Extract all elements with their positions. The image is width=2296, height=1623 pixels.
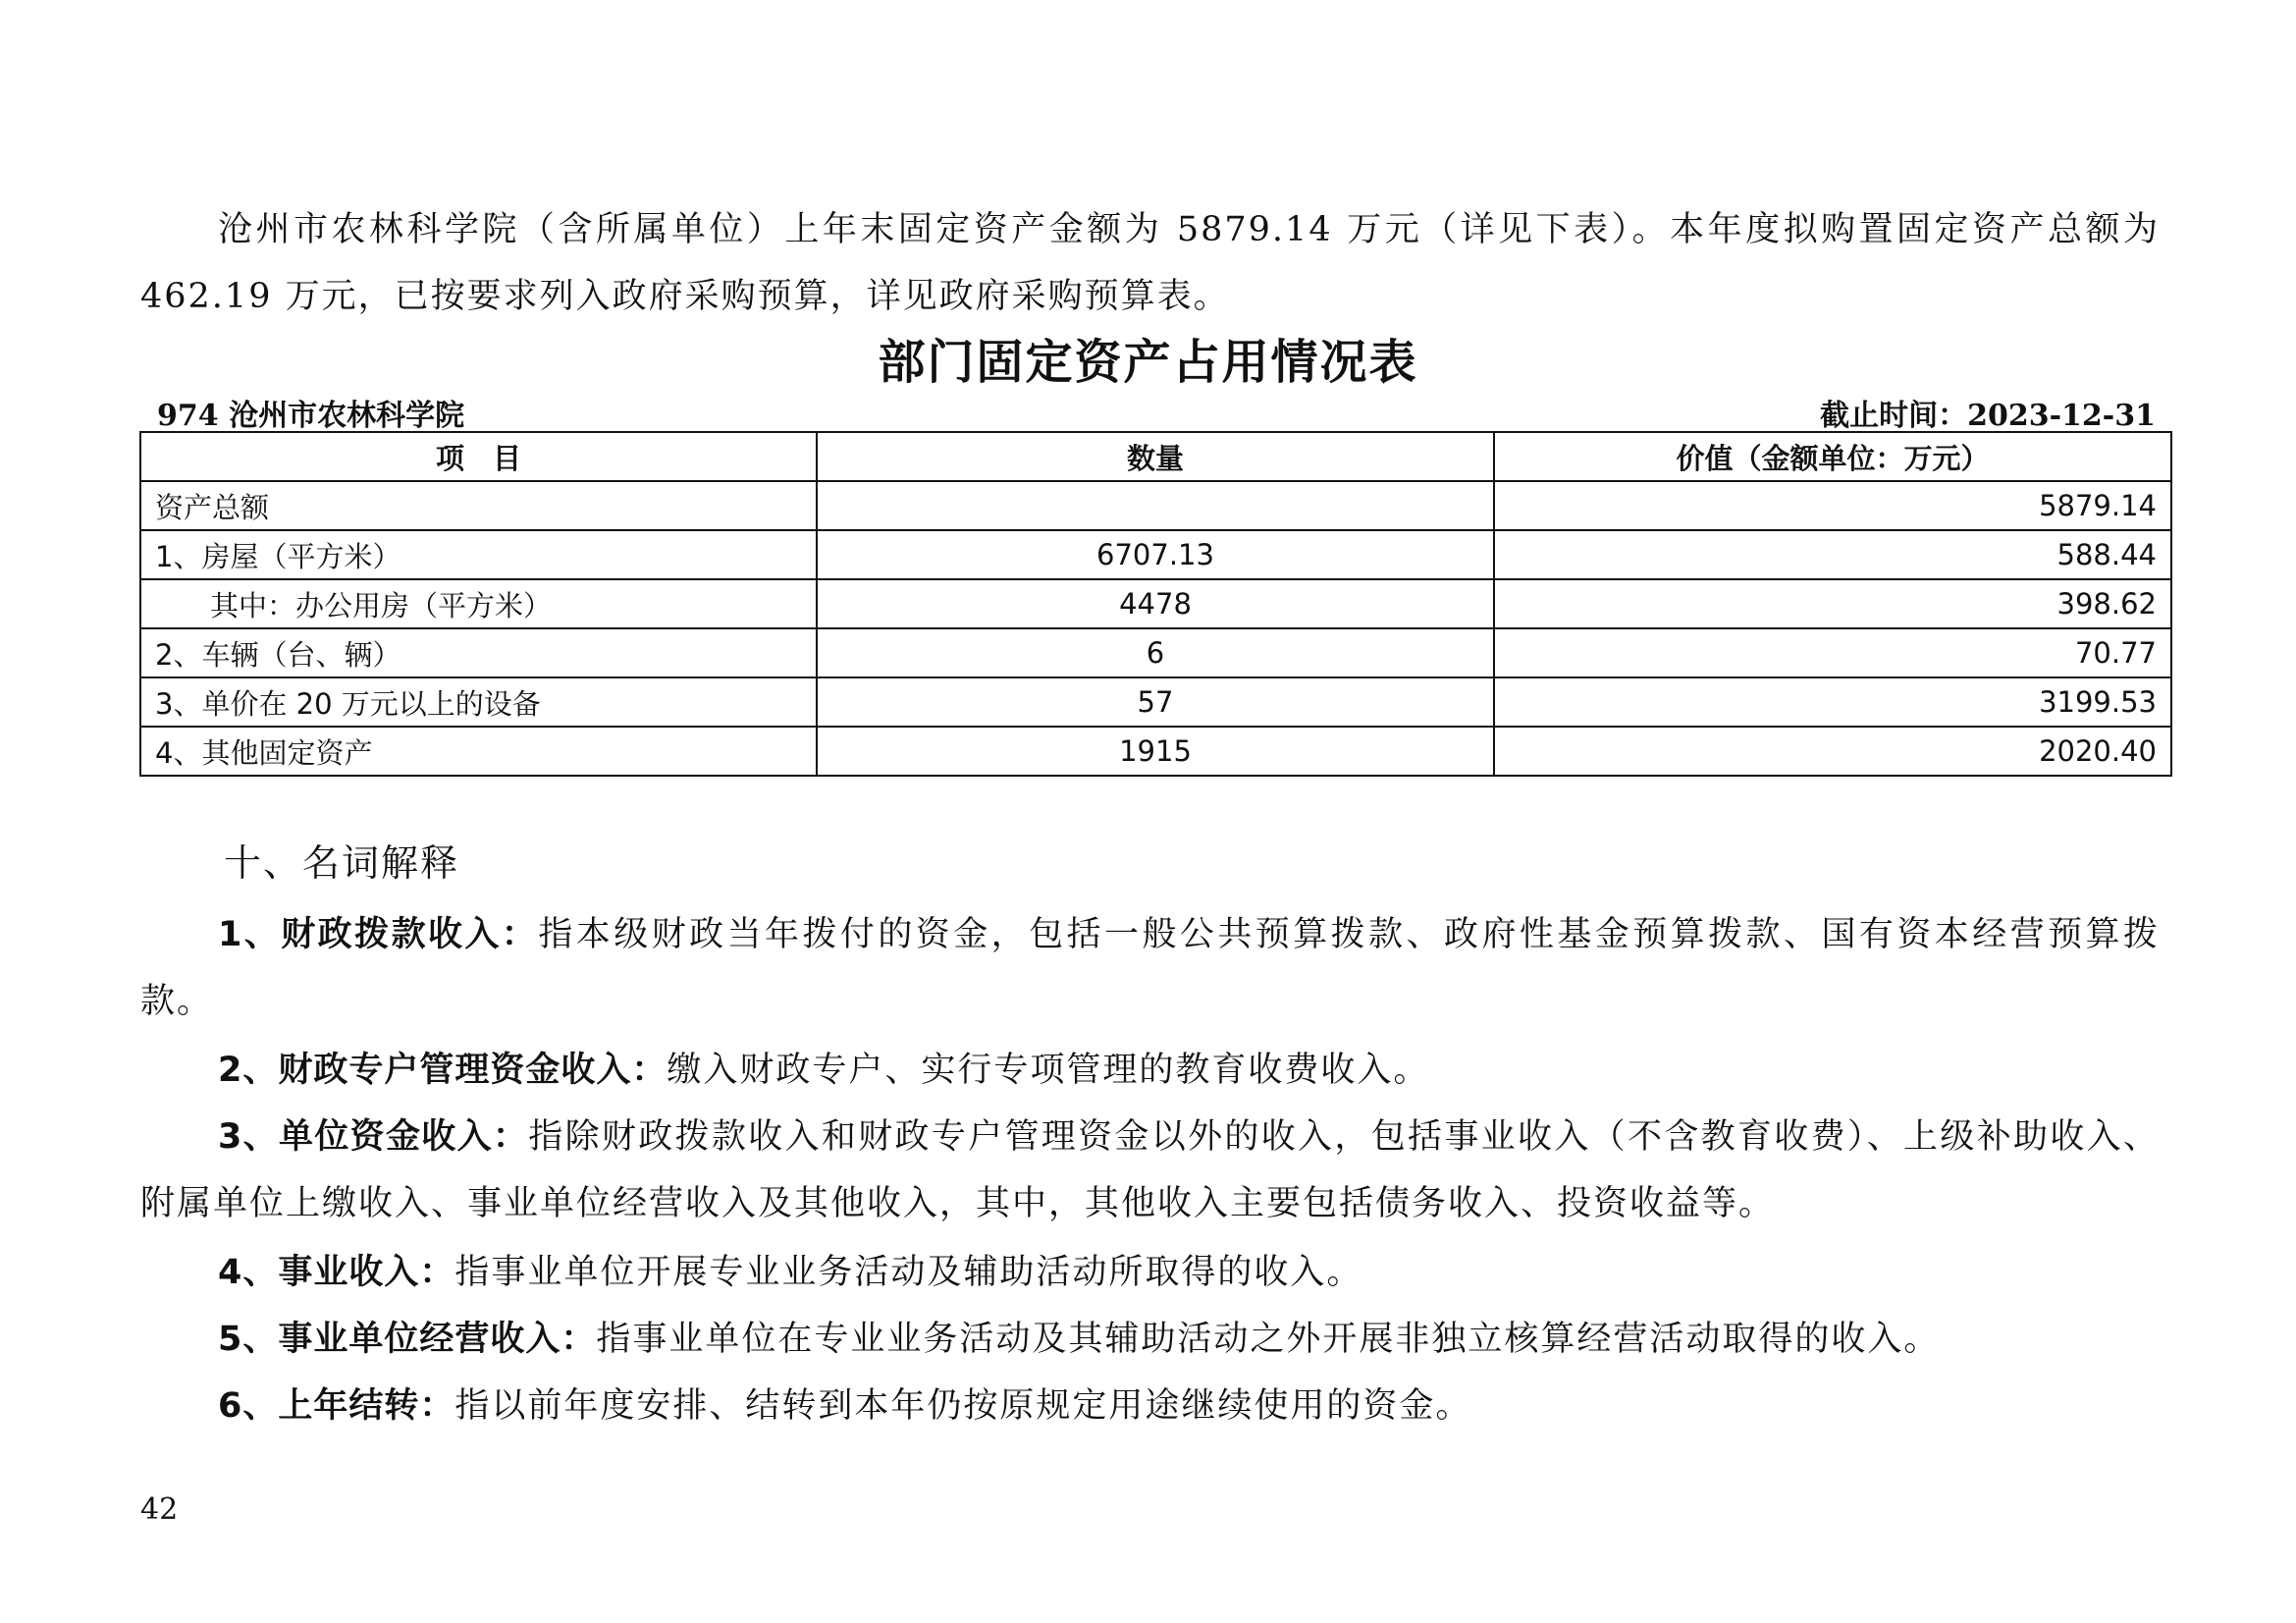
row-value: 5879.14 — [1494, 481, 2171, 530]
header-qty: 数量 — [817, 432, 1494, 481]
definition-2 — [140, 1037, 2160, 1104]
row-value: 2020.40 — [1494, 727, 2171, 776]
row-item: 资产总额 — [140, 481, 817, 530]
row-qty: 4478 — [817, 579, 1494, 628]
definition-text: 指除财政拨款收入和财政专户管理资金以外的收入，包括事业收入（不含教育收费）、上级补助收入、附属单位上缴收入、事业单位经营收入及其他收入，其中，其他收入主要包括债务收入、投资收益等。 — [140, 1117, 2160, 1223]
row-qty: 6707.13 — [817, 530, 1494, 579]
row-value: 70.77 — [1494, 628, 2171, 677]
row-value: 3199.53 — [1494, 677, 2171, 727]
row-item: 2、车辆（台、辆） — [140, 628, 817, 677]
definition-text: 指事业单位在专业业务活动及其辅助活动之外开展非独立核算经营活动取得的收入。 — [596, 1320, 1941, 1359]
table-row — [140, 579, 2171, 628]
row-item: 1、房屋（平方米） — [140, 530, 817, 579]
table-header-row — [140, 432, 2171, 481]
row-item: 3、单价在 20 万元以上的设备 — [140, 677, 817, 727]
row-value: 588.44 — [1494, 530, 2171, 579]
definition-text: 指事业单位开展专业业务活动及辅助活动所取得的收入。 — [454, 1253, 1363, 1292]
row-qty: 57 — [817, 677, 1494, 727]
fixed-assets-table — [139, 431, 2172, 777]
definition-term: 1、财政拨款收入： — [218, 915, 539, 954]
definition-term: 2、财政专户管理资金收入： — [218, 1051, 667, 1090]
table-title: 部门固定资产占用情况表 — [878, 335, 1418, 390]
intro-paragraph: 沧州市农林科学院（含所属单位）上年末固定资产金额为 5879.14 万元（详见下表）。本年度拟购置固定资产总额为 462.19 万元，已按要求列入政府采购预算，详见政府采购预算表。 — [140, 210, 2160, 316]
definition-5 — [140, 1306, 2160, 1373]
cutoff-date: 截止时间：2023-12-31 — [1820, 399, 2156, 433]
row-item: 4、其他固定资产 — [140, 727, 817, 776]
page-number: 42 — [140, 1492, 179, 1527]
row-qty — [817, 481, 1494, 530]
header-item: 项 目 — [140, 432, 817, 481]
definition-term: 3、单位资金收入： — [218, 1117, 529, 1157]
definition-4 — [140, 1239, 2160, 1306]
row-qty: 6 — [817, 628, 1494, 677]
table-row — [140, 628, 2171, 677]
definition-term: 4、事业收入： — [218, 1253, 455, 1292]
definition-term: 6、上年结转： — [218, 1386, 455, 1426]
definition-1 — [140, 901, 2160, 1035]
section-heading: 十、名词解释 — [224, 841, 460, 885]
row-item: 其中：办公用房（平方米） — [140, 579, 817, 628]
table-row — [140, 727, 2171, 776]
table-row — [140, 481, 2171, 530]
unit-name: 974 沧州市农林科学院 — [157, 399, 465, 433]
definition-text: 缴入财政专户、实行专项管理的教育收费收入。 — [667, 1051, 1430, 1090]
row-value: 398.62 — [1494, 579, 2171, 628]
definition-3 — [140, 1104, 2160, 1237]
table-row — [140, 530, 2171, 579]
table-meta — [157, 391, 2156, 434]
table-row — [140, 677, 2171, 727]
definition-6 — [140, 1373, 2160, 1439]
definition-text: 指以前年度安排、结转到本年仍按原规定用途继续使用的资金。 — [454, 1386, 1472, 1426]
definition-text: 指本级财政当年拨付的资金，包括一般公共预算拨款、政府性基金预算拨款、国有资本经营预算拨款。 — [140, 915, 2160, 1021]
definition-term: 5、事业单位经营收入： — [218, 1320, 597, 1359]
row-qty: 1915 — [817, 727, 1494, 776]
header-value: 价值（金额单位：万元） — [1494, 432, 2171, 481]
